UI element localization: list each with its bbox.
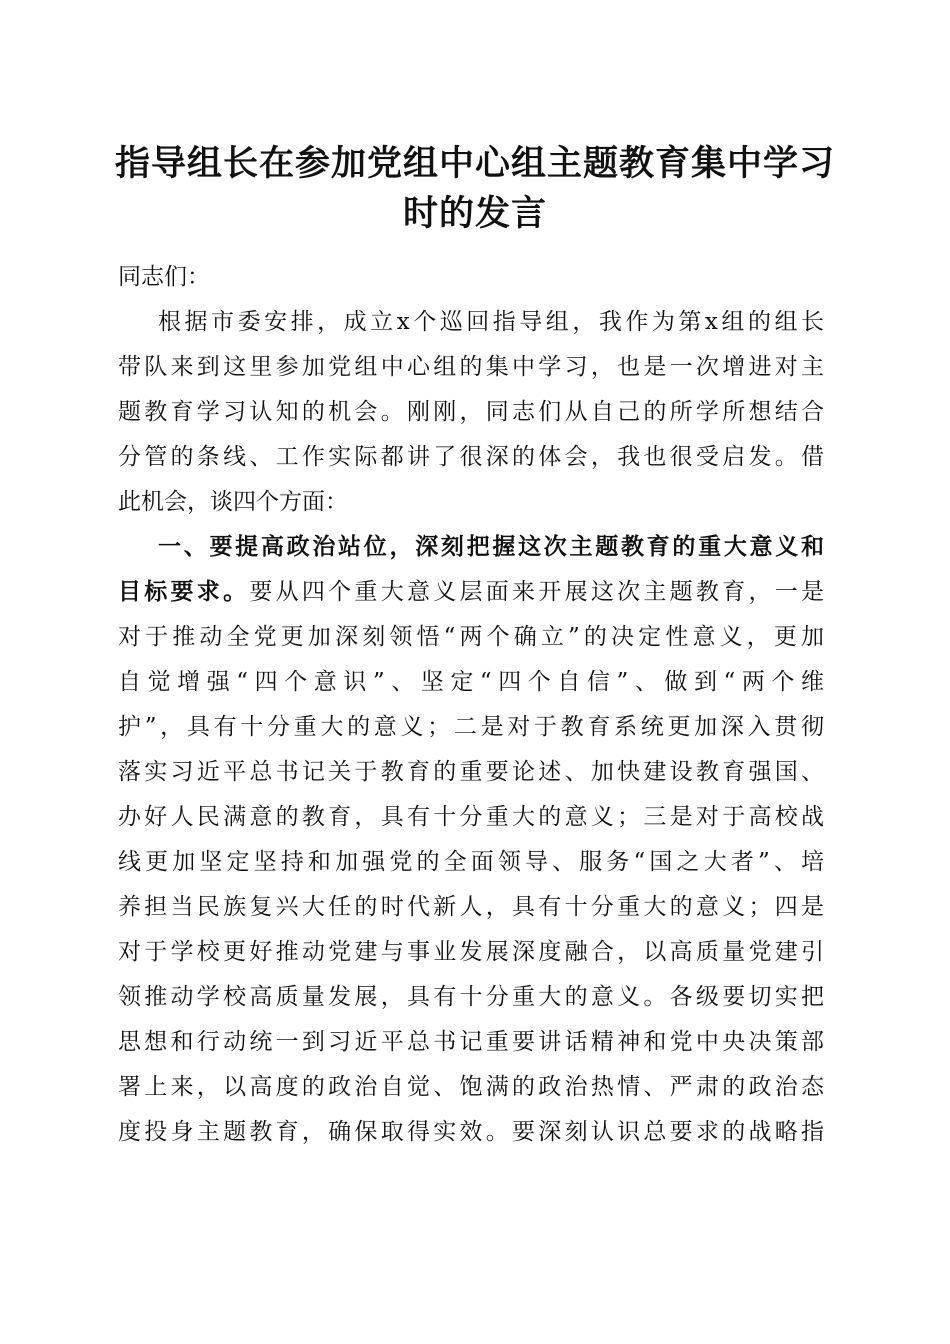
section-heading-line-1: 一、要提高政治站位，深刻把握这次主题教育的重大意义和 xyxy=(158,534,824,560)
paragraph-line: 度投身主题教育，确保取得实效。要深刻认识总要求的战略指 xyxy=(118,1119,824,1145)
paragraph-line: 思想和行动统一到习近平总书记重要讲话精神和党中央决策部 xyxy=(118,1029,824,1055)
document-title-line-1: 指导组长在参加党组中心组主题教育集中学习 xyxy=(114,143,835,184)
document-body xyxy=(118,255,824,1155)
paragraph-line: 护”，具有十分重大的意义；二是对于教育系统更加深入贯彻 xyxy=(118,714,824,740)
paragraph-line: 题教育学习认知的机会。刚刚，同志们从自己的所学所想结合 xyxy=(118,399,824,425)
salutation: 同志们： xyxy=(118,264,210,290)
document-title-line-2: 时的发言 xyxy=(402,193,547,234)
section-heading-line-2 xyxy=(118,570,824,615)
paragraph-line: 自觉增强“四个意识”、坚定“四个自信”、做到“两个维 xyxy=(118,669,824,695)
paragraph-line: 此机会，谈四个方面： xyxy=(118,489,348,515)
section-heading-tail: 目标要求。 xyxy=(118,579,250,605)
paragraph-line: 带队来到这里参加党组中心组的集中学习，也是一次增进对主 xyxy=(118,354,824,380)
paragraph-line: 领推动学校高质量发展，具有十分重大的意义。各级要切实把 xyxy=(118,984,824,1010)
paragraph-line: 落实习近平总书记关于教育的重要论述、加快建设教育强国、 xyxy=(118,759,824,785)
paragraph-text: 要从四个重大意义层面来开展这次主题教育，一是 xyxy=(249,579,824,605)
paragraph-line: 根据市委安排，成立x个巡回指导组，我作为第x组的组长 xyxy=(158,309,824,335)
paragraph-line: 对于推动全党更加深刻领悟“两个确立”的决定性意义，更加 xyxy=(118,624,824,650)
paragraph-line: 署上来，以高度的政治自觉、饱满的政治热情、严肃的政治态 xyxy=(118,1074,824,1100)
paragraph-line: 线更加坚定坚持和加强党的全面领导、服务“国之大者”、培 xyxy=(118,849,824,875)
paragraph-line: 对于学校更好推动党建与事业发展深度融合，以高质量党建引 xyxy=(118,939,824,965)
paragraph-line: 办好人民满意的教育，具有十分重大的意义；三是对于高校战 xyxy=(118,804,824,830)
paragraph-line: 分管的条线、工作实际都讲了很深的体会，我也很受启发。借 xyxy=(118,444,824,470)
paragraph-line: 养担当民族复兴大任的时代新人，具有十分重大的意义；四是 xyxy=(118,894,824,920)
